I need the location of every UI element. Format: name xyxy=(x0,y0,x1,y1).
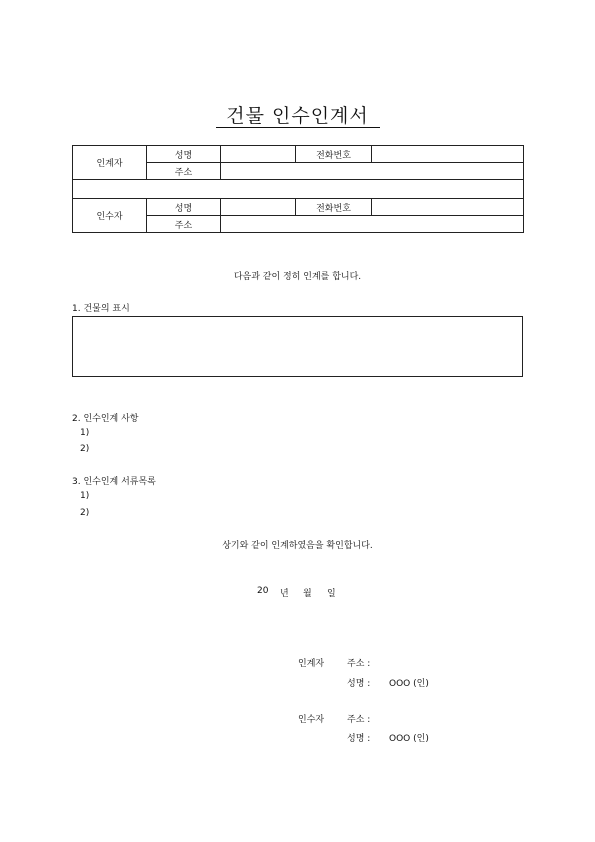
giver-name-field[interactable] xyxy=(221,146,296,163)
date-year: 년 xyxy=(280,589,289,599)
section3-item: 2) xyxy=(80,508,90,518)
parties-table xyxy=(72,145,524,233)
document-title: 건물 인수인계서 xyxy=(226,105,369,127)
giver-address-field[interactable] xyxy=(221,163,524,180)
sig-giver-seal: OOO (인) xyxy=(389,679,429,689)
receiver-address-label: 주소 xyxy=(147,216,221,233)
receiver-label: 인수자 xyxy=(73,199,147,233)
date-month: 월 xyxy=(303,589,312,599)
giver-row-name xyxy=(73,146,524,163)
sig-giver-address-label: 주소 : xyxy=(347,659,371,669)
receiver-name-label: 성명 xyxy=(147,199,221,216)
sig-giver-name-label: 성명 : xyxy=(347,679,371,689)
title-underline xyxy=(216,127,380,128)
giver-name-label: 성명 xyxy=(147,146,221,163)
sig-receiver-address-label: 주소 : xyxy=(347,715,371,725)
section2-item: 2) xyxy=(80,444,90,454)
spacer-cell xyxy=(73,180,524,199)
receiver-name-field[interactable] xyxy=(221,199,296,216)
spacer-row xyxy=(73,180,524,199)
date-day: 일 xyxy=(327,589,336,599)
section2-item: 1) xyxy=(80,428,90,438)
confirm-text: 상기와 같이 인계하였음을 확인합니다. xyxy=(222,541,373,551)
receiver-row-name xyxy=(73,199,524,216)
receiver-phone-field[interactable] xyxy=(372,199,524,216)
sig-giver-role: 인계자 xyxy=(298,659,325,669)
receiver-address-field[interactable] xyxy=(221,216,524,233)
building-description-box[interactable] xyxy=(72,316,523,377)
date-prefix: 20 xyxy=(257,586,269,596)
intro-text: 다음과 같이 정히 인계를 합니다. xyxy=(233,272,362,282)
sig-receiver-role: 인수자 xyxy=(298,715,325,725)
giver-phone-field[interactable] xyxy=(372,146,524,163)
section1-heading: 1. 건물의 표시 xyxy=(72,304,130,314)
giver-address-label: 주소 xyxy=(147,163,221,180)
section2-heading: 2. 인수인계 사항 xyxy=(72,414,139,424)
section3-item: 1) xyxy=(80,491,90,501)
sig-receiver-seal: OOO (인) xyxy=(389,734,429,744)
sig-receiver-name-label: 성명 : xyxy=(347,734,371,744)
section3-heading: 3. 인수인계 서류목록 xyxy=(72,477,156,487)
giver-phone-label: 전화번호 xyxy=(296,146,372,163)
receiver-phone-label: 전화번호 xyxy=(296,199,372,216)
giver-label: 인계자 xyxy=(73,146,147,180)
